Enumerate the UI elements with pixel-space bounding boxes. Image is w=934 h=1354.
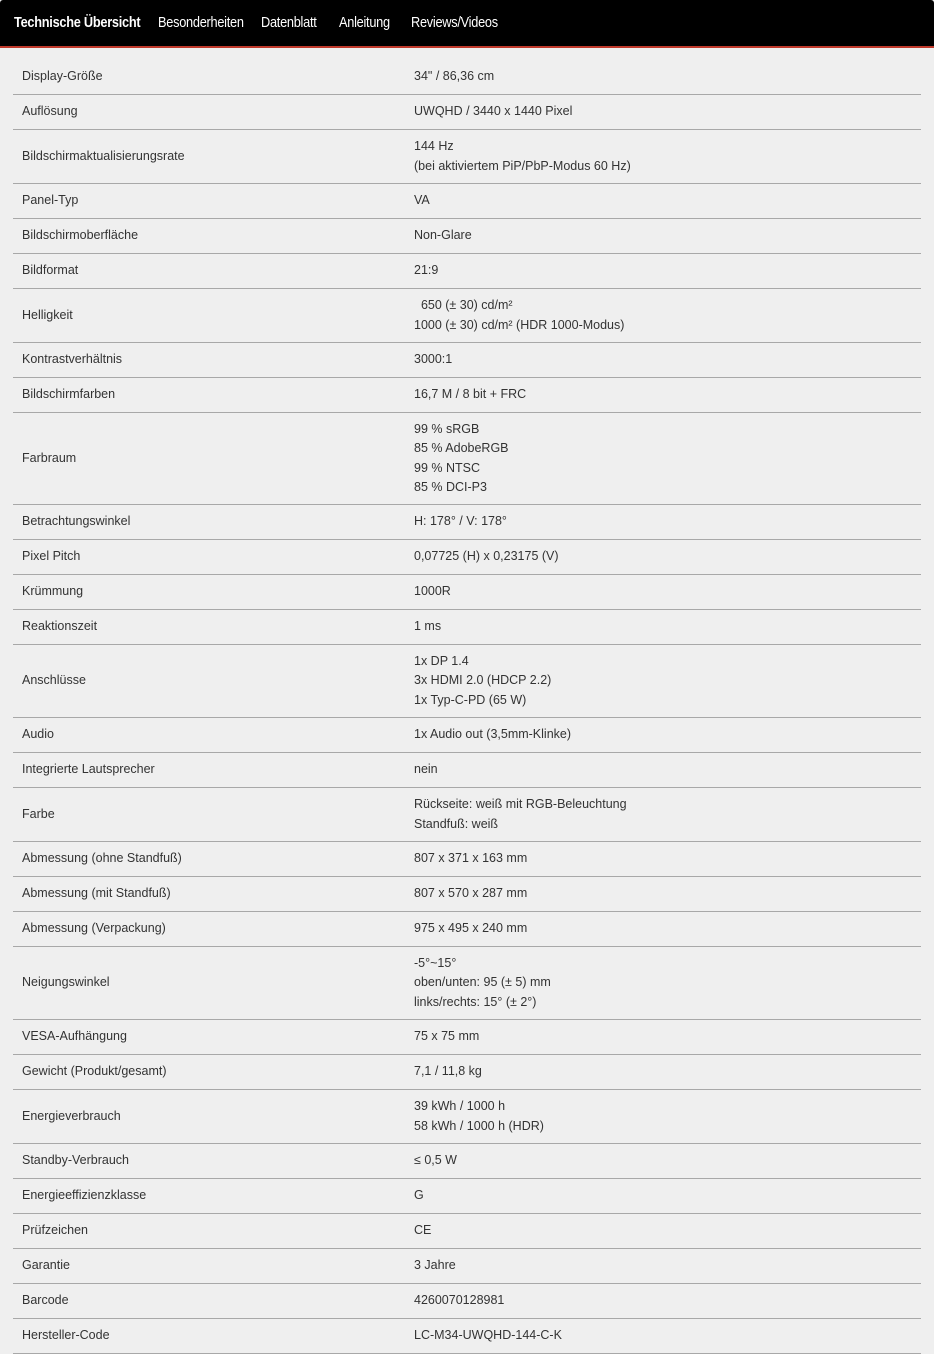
spec-value bbox=[414, 226, 921, 245]
spec-value-line: nein bbox=[414, 762, 438, 777]
spec-value bbox=[414, 954, 921, 1012]
tab-anleitung[interactable]: Anleitung bbox=[339, 15, 390, 31]
spec-value-line: VA bbox=[414, 193, 430, 208]
spec-label: Barcode bbox=[22, 1293, 69, 1308]
spec-value-line: 99 % NTSC bbox=[414, 460, 480, 475]
spec-value-line: H: 178° / V: 178° bbox=[414, 514, 507, 529]
spec-value bbox=[414, 1221, 921, 1240]
spec-value bbox=[414, 512, 921, 531]
spec-row bbox=[13, 219, 921, 254]
spec-value-line: 0,07725 (H) x 0,23175 (V) bbox=[414, 549, 559, 564]
spec-value-line: CE bbox=[414, 1223, 432, 1238]
tab-reviews-videos[interactable]: Reviews/Videos bbox=[411, 15, 498, 31]
spec-label: Betrachtungswinkel bbox=[22, 514, 131, 529]
spec-value-line: 16,7 M / 8 bit + FRC bbox=[414, 387, 527, 402]
spec-label: Panel-Typ bbox=[22, 193, 79, 208]
spec-label: Krümmung bbox=[22, 584, 84, 599]
spec-label: Pixel Pitch bbox=[22, 549, 81, 564]
spec-value-line: 650 (± 30) cd/m² bbox=[414, 298, 513, 313]
spec-value-line: 85 % DCI-P3 bbox=[414, 479, 487, 494]
spec-row bbox=[13, 130, 921, 184]
spec-label: Integrierte Lautsprecher bbox=[22, 762, 155, 777]
tab-datenblatt[interactable]: Datenblatt bbox=[261, 15, 317, 31]
spec-row bbox=[13, 1020, 921, 1055]
spec-label: Kontrastverhältnis bbox=[22, 352, 123, 367]
spec-label: Abmessung (Verpackung) bbox=[22, 921, 166, 936]
spec-value-line: 34" / 86,36 cm bbox=[414, 69, 495, 84]
spec-value-line: Non-Glare bbox=[414, 228, 472, 243]
spec-row bbox=[13, 60, 921, 95]
spec-label: Bildschirmfarben bbox=[22, 387, 116, 402]
spec-value bbox=[414, 919, 921, 938]
spec-value bbox=[414, 1027, 921, 1046]
spec-value bbox=[414, 547, 921, 566]
spec-row bbox=[13, 289, 921, 343]
spec-label: Farbraum bbox=[22, 450, 77, 465]
spec-value-line: UWQHD / 3440 x 1440 Pixel bbox=[414, 104, 573, 119]
spec-row bbox=[13, 1214, 921, 1249]
spec-row bbox=[13, 645, 921, 718]
spec-value-line: (bei aktiviertem PiP/PbP-Modus 60 Hz) bbox=[414, 158, 631, 173]
spec-value bbox=[414, 795, 921, 834]
spec-value bbox=[414, 1097, 921, 1136]
spec-label: Standby-Verbrauch bbox=[22, 1153, 130, 1168]
spec-value-line: 4260070128981 bbox=[414, 1293, 505, 1308]
spec-value bbox=[414, 1291, 921, 1310]
spec-row bbox=[13, 413, 921, 505]
spec-value-line: 1x Typ-C-PD (65 W) bbox=[414, 692, 527, 707]
spec-value-line: 1 ms bbox=[414, 619, 442, 634]
spec-value-line: 975 x 495 x 240 mm bbox=[414, 921, 528, 936]
spec-value-line: 1000 (± 30) cd/m² (HDR 1000-Modus) bbox=[414, 317, 625, 332]
spec-row bbox=[13, 912, 921, 947]
spec-row bbox=[13, 1090, 921, 1144]
spec-value-line: 85 % AdobeRGB bbox=[414, 441, 509, 456]
spec-label: VESA-Aufhängung bbox=[22, 1029, 127, 1044]
spec-label: Bildformat bbox=[22, 263, 79, 278]
spec-label: Farbe bbox=[22, 806, 55, 821]
spec-value-line: 99 % sRGB bbox=[414, 421, 480, 436]
spec-value bbox=[414, 350, 921, 369]
tab-technische-übersicht[interactable]: Technische Übersicht bbox=[14, 15, 141, 31]
spec-label: Energieeffizienzklasse bbox=[22, 1188, 147, 1203]
spec-row bbox=[13, 184, 921, 219]
spec-value-line: 3 Jahre bbox=[414, 1258, 456, 1273]
spec-row bbox=[13, 1284, 921, 1319]
spec-row bbox=[13, 1319, 921, 1354]
spec-value-line: -5°~15° bbox=[414, 955, 457, 970]
spec-label: Helligkeit bbox=[22, 307, 73, 322]
spec-value-line: Rückseite: weiß mit RGB-Beleuchtung bbox=[414, 797, 627, 812]
spec-value bbox=[414, 261, 921, 280]
spec-value bbox=[414, 296, 921, 335]
spec-row bbox=[13, 1055, 921, 1090]
spec-value bbox=[414, 420, 921, 498]
spec-label: Hersteller-Code bbox=[22, 1328, 110, 1343]
spec-value bbox=[414, 191, 921, 210]
spec-row bbox=[13, 610, 921, 645]
spec-label: Audio bbox=[22, 727, 54, 742]
spec-value bbox=[414, 884, 921, 903]
spec-row bbox=[13, 947, 921, 1020]
spec-row bbox=[13, 788, 921, 842]
spec-value-line: links/rechts: 15° (± 2°) bbox=[414, 994, 537, 1009]
spec-label: Display-Größe bbox=[22, 69, 103, 84]
spec-value bbox=[414, 1326, 921, 1345]
spec-value bbox=[414, 849, 921, 868]
spec-row bbox=[13, 1144, 921, 1179]
spec-value-line: LC-M34-UWQHD-144-C-K bbox=[414, 1328, 562, 1343]
spec-row bbox=[13, 1179, 921, 1214]
spec-value-line: 58 kWh / 1000 h (HDR) bbox=[414, 1118, 544, 1133]
spec-value bbox=[414, 102, 921, 121]
spec-value-line: ≤ 0,5 W bbox=[414, 1153, 457, 1168]
spec-value bbox=[414, 617, 921, 636]
tab-besonderheiten[interactable]: Besonderheiten bbox=[158, 15, 244, 31]
spec-row bbox=[13, 842, 921, 877]
spec-row bbox=[13, 575, 921, 610]
spec-row bbox=[13, 505, 921, 540]
top-navigation bbox=[0, 0, 934, 48]
spec-label: Anschlüsse bbox=[22, 673, 86, 688]
spec-row bbox=[13, 254, 921, 289]
spec-value-line: 3x HDMI 2.0 (HDCP 2.2) bbox=[414, 673, 552, 688]
spec-value-line: 807 x 371 x 163 mm bbox=[414, 851, 528, 866]
spec-label: Bildschirmaktualisierungsrate bbox=[22, 148, 185, 163]
spec-label: Auflösung bbox=[22, 104, 78, 119]
spec-row bbox=[13, 95, 921, 130]
spec-label: Garantie bbox=[22, 1258, 70, 1273]
spec-row bbox=[13, 343, 921, 378]
spec-value bbox=[414, 137, 921, 176]
spec-value-line: oben/unten: 95 (± 5) mm bbox=[414, 975, 551, 990]
spec-table bbox=[13, 48, 921, 1354]
spec-value-line: 3000:1 bbox=[414, 352, 453, 367]
spec-value-line: 807 x 570 x 287 mm bbox=[414, 886, 528, 901]
spec-label: Neigungswinkel bbox=[22, 975, 110, 990]
spec-label: Abmessung (ohne Standfuß) bbox=[22, 851, 182, 866]
spec-label: Reaktionszeit bbox=[22, 619, 98, 634]
spec-label: Prüfzeichen bbox=[22, 1223, 89, 1238]
spec-value bbox=[414, 1186, 921, 1205]
spec-value-line: Standfuß: weiß bbox=[414, 816, 499, 831]
spec-value-line: 1x DP 1.4 bbox=[414, 653, 469, 668]
spec-row bbox=[13, 877, 921, 912]
spec-value-line: 7,1 / 11,8 kg bbox=[414, 1064, 482, 1079]
spec-value-line: 144 Hz bbox=[414, 139, 454, 154]
spec-row bbox=[13, 718, 921, 753]
spec-label: Bildschirmoberfläche bbox=[22, 228, 139, 243]
spec-value bbox=[414, 760, 921, 779]
spec-value-line: 1x Audio out (3,5mm-Klinke) bbox=[414, 727, 572, 742]
spec-row bbox=[13, 540, 921, 575]
spec-value bbox=[414, 385, 921, 404]
spec-label: Energieverbrauch bbox=[22, 1108, 121, 1123]
spec-value bbox=[414, 725, 921, 744]
spec-value-line: 1000R bbox=[414, 584, 451, 599]
spec-value-line: G bbox=[414, 1188, 424, 1203]
spec-value bbox=[414, 1151, 921, 1170]
spec-value bbox=[414, 1256, 921, 1275]
spec-value bbox=[414, 1062, 921, 1081]
spec-value-line: 39 kWh / 1000 h bbox=[414, 1099, 506, 1114]
spec-value bbox=[414, 582, 921, 601]
spec-value bbox=[414, 67, 921, 86]
spec-value-line: 21:9 bbox=[414, 263, 439, 278]
spec-row bbox=[13, 753, 921, 788]
spec-label: Gewicht (Produkt/gesamt) bbox=[22, 1064, 167, 1079]
spec-value bbox=[414, 652, 921, 710]
spec-label: Abmessung (mit Standfuß) bbox=[22, 886, 171, 901]
spec-value-line: 75 x 75 mm bbox=[414, 1029, 480, 1044]
spec-row bbox=[13, 1249, 921, 1284]
spec-row bbox=[13, 378, 921, 413]
